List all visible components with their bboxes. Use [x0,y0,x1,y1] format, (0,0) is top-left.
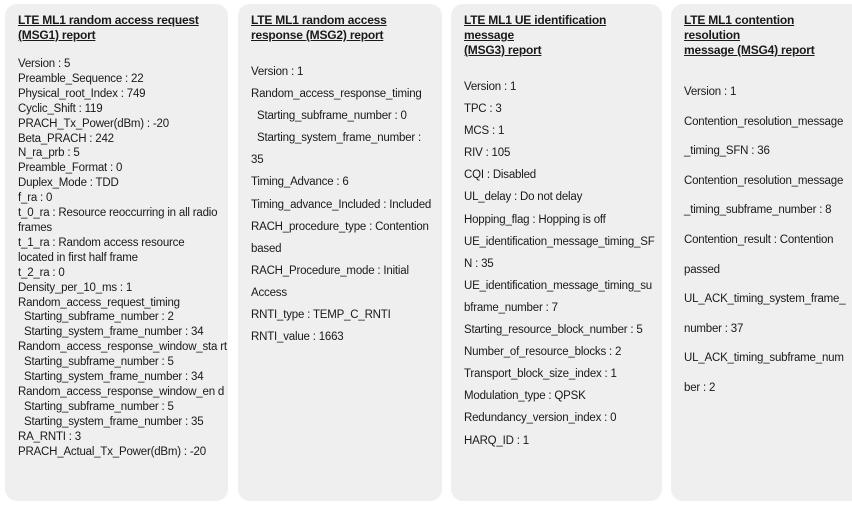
report-field-line: Starting_resource_block_number : 5 [464,324,643,337]
report-field-line: PRACH_Tx_Power(dBm) : -20 [18,117,169,130]
msg3-field-list [464,76,654,452]
report-field-line: Random_access_request_timing [18,296,180,309]
msg1-field-list [18,57,227,459]
report-field-line: t_2_ra : 0 [18,266,65,279]
report-field-line: f_ra : 0 [18,192,53,205]
report-field-line: Physical_root_Index : 749 [18,87,146,100]
report-field-line: RA_RNTI : 3 [18,430,81,443]
report-field-line: Starting_subframe_number : 2 [18,311,174,324]
report-field-line: bframe_number : 7 [464,301,558,314]
report-field-line: RACH_Procedure_mode : Initial [251,264,409,277]
report-field-line: t_1_ra : Random access resource [18,236,185,249]
report-field-line: RIV : 105 [464,147,511,160]
msg2-report-card [238,4,442,501]
report-field-line: UL_ACK_timing_system_frame_ [684,293,846,306]
report-field-line: RACH_procedure_type : Contention [251,220,429,233]
report-field-line: Timing_Advance : 6 [251,176,349,189]
report-field-line: UL_ACK_timing_subframe_num [684,352,844,365]
report-field-line: Transport_block_size_index : 1 [464,368,617,381]
report-field-line: Hopping_flag : Hopping is off [464,213,606,226]
report-field-line: UE_identification_message_timing_su [464,279,652,292]
msg2-report-title: LTE ML1 random access response (MSG2) report [251,13,387,42]
report-field-line: Version : 1 [251,66,304,78]
report-field-line: Contention_result : Contention [684,233,834,246]
report-field-line: PRACH_Actual_Tx_Power(dBm) : -20 [18,445,206,458]
report-field-line: Version : 1 [464,81,517,93]
report-field-line: ber : 2 [684,381,716,394]
report-field-line: Duplex_Mode : TDD [18,177,119,190]
report-field-line: Cyclic_Shift : 119 [18,102,103,115]
msg3-report-title: LTE ML1 UE identification message (MSG3) report [464,13,607,57]
report-field-line: passed [684,263,720,276]
report-field-line: HARQ_ID : 1 [464,434,529,447]
report-field-line: Contention_resolution_message [684,174,844,187]
report-field-line: number : 37 [684,322,744,335]
msg4-field-list [684,78,844,404]
report-field-line: Modulation_type : QPSK [464,390,586,403]
report-field-line: Version : 1 [684,86,737,98]
report-field-line: based [251,242,282,255]
report-field-line: Random_access_response_timing [251,88,422,101]
report-field-line: Contention_resolution_message [684,115,844,128]
report-field-line: Density_per_10_ms : 1 [18,281,133,294]
report-field-line: N_ra_prb : 5 [18,147,80,160]
report-field-line: t_0_ra : Resource reoccurring in all radio [18,207,218,220]
msg3-report-card [451,4,662,501]
report-field-line: Starting_system_frame_number : 34 [18,326,204,339]
report-field-line: RNTI_value : 1663 [251,331,344,344]
report-field-line: Starting_system_frame_number : 35 [18,415,204,428]
report-field-line: UL_delay : Do not delay [464,191,583,204]
report-field-line: Random_access_response_window_en d [18,385,225,398]
report-field-line: Beta_PRACH : 242 [18,132,114,145]
report-field-line: Access [251,286,287,299]
report-field-line: MCS : 1 [464,125,505,138]
report-field-line: CQI : Disabled [464,169,536,182]
report-field-line: Random_access_response_window_sta rt [18,341,227,354]
report-field-line: Starting_system_frame_number : [251,132,422,145]
report-field-line: Preamble_Format : 0 [18,162,123,175]
report-field-line: 35 [251,154,264,167]
report-field-line: Preamble_Sequence : 22 [18,72,144,85]
msg4-report-title: LTE ML1 contention resolution message (MSG4) report [684,13,815,57]
report-field-line: Redundancy_version_index : 0 [464,412,617,425]
report-field-line: frames [18,221,52,234]
report-field-line: Version : 5 [18,58,71,70]
report-field-line: Starting_subframe_number : 5 [18,356,174,369]
report-field-line: Starting_system_frame_number : 34 [18,371,204,384]
report-field-line: UE_identification_message_timing_SF [464,235,655,248]
report-field-line: N : 35 [464,257,494,270]
report-field-line: Starting_subframe_number : 5 [18,400,174,413]
report-field-line: Number_of_resource_blocks : 2 [464,346,622,359]
report-field-line: RNTI_type : TEMP_C_RNTI [251,309,391,322]
report-field-line: Starting_subframe_number : 0 [251,110,407,123]
msg1-report-card [5,4,228,501]
report-field-line: Timing_advance_Included : Included [251,198,432,211]
report-field-line: _timing_SFN : 36 [684,145,770,158]
report-field-line: TPC : 3 [464,103,502,116]
report-field-line: _timing_subframe_number : 8 [684,204,832,217]
msg2-field-list [251,61,434,348]
msg1-report-title: LTE ML1 random access request (MSG1) report [18,13,199,42]
msg4-report-card [671,4,852,501]
report-field-line: located in first half frame [18,251,138,264]
